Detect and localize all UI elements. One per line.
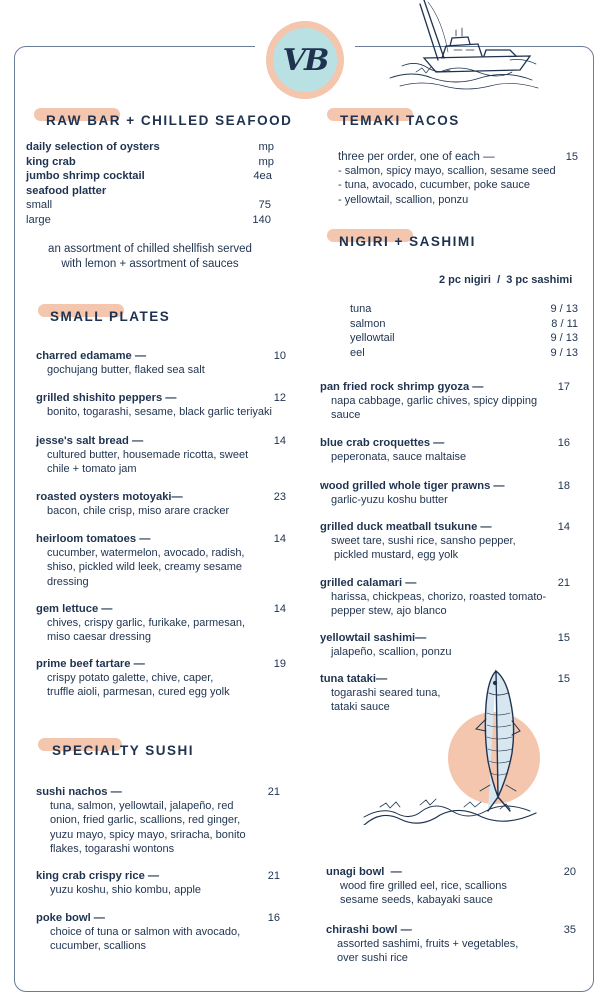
item-desc: chives, crispy garlic, furikake, parmesan, — [47, 617, 246, 630]
item-desc: chile + tomato jam — [47, 463, 137, 476]
temaki-option: - salmon, spicy mayo, scallion, sesame seed — [338, 165, 556, 178]
item-price: 16 — [267, 912, 280, 924]
item-price: 21 — [267, 870, 280, 882]
section-title: SMALL PLATES — [50, 309, 171, 324]
item-size: small — [26, 199, 53, 211]
item-desc: togarashi seared tuna, — [331, 687, 441, 700]
item-price: 19 — [273, 658, 286, 670]
logo — [266, 21, 344, 99]
menu-item — [36, 391, 286, 419]
menu-item — [350, 346, 578, 361]
item-desc: cucumber, scallions — [50, 940, 146, 953]
item-desc: garlic-yuzu koshu butter — [331, 494, 448, 507]
item-name: jumbo shrimp cocktail — [26, 170, 145, 182]
item-price: 8 / 11 — [551, 317, 578, 330]
item-price: 21 — [557, 577, 570, 589]
menu-item — [326, 923, 576, 966]
menu-item — [320, 520, 570, 563]
menu-item — [36, 349, 286, 377]
item-name: unagi bowl — — [326, 866, 402, 878]
item-desc: miso caesar dressing — [47, 631, 151, 644]
menu-item — [36, 785, 280, 856]
item-price: 9 / 13 — [550, 346, 578, 359]
item-price: 23 — [273, 491, 286, 503]
menu-item — [36, 869, 280, 897]
raw-bar-note — [26, 242, 274, 272]
item-desc: tuna, salmon, yellowtail, jalapeño, red — [50, 800, 234, 813]
item-price: 75 — [258, 199, 271, 211]
item-name: pan fried rock shrimp gyoza — — [320, 381, 484, 393]
item-price: 16 — [557, 437, 570, 449]
item-price: 17 — [557, 381, 570, 393]
menu-item — [320, 479, 570, 507]
temaki-option: - tuna, avocado, cucumber, poke sauce — [338, 179, 531, 192]
item-price: mp — [258, 141, 274, 153]
menu-item — [26, 140, 274, 155]
menu-item — [350, 317, 578, 332]
menu-item — [26, 198, 274, 213]
item-name: charred edamame — — [36, 350, 147, 362]
nigiri-list — [350, 302, 578, 360]
item-desc: yuzu mayo, spicy mayo, sriracha, bonito — [50, 828, 246, 841]
item-price: 14 — [273, 435, 286, 447]
item-name: prime beef tartare — — [36, 658, 145, 670]
item-desc: bonito, togarashi, sesame, black garlic teriyaki — [47, 406, 272, 419]
item-name: king crab — [26, 155, 76, 168]
menu-item — [36, 434, 286, 477]
item-desc: pickled mustard, egg yolk — [331, 549, 459, 562]
item-desc: cucumber, watermelon, avocado, radish, — [47, 547, 245, 560]
item-price: 14 — [273, 533, 286, 545]
item-name: gem lettuce — — [36, 603, 113, 615]
item-price: 15 — [557, 673, 570, 685]
item-name: daily selection of oysters — [26, 141, 160, 153]
item-name: grilled duck meatball tsukune — — [320, 521, 492, 533]
item-price: 10 — [273, 350, 286, 362]
menu-item — [36, 490, 286, 518]
item-desc: harissa, chickpeas, chorizo, roasted tomato- — [331, 591, 547, 604]
menu-item — [350, 302, 578, 317]
item-name: grilled shishito peppers — — [36, 392, 177, 404]
item-name: wood grilled whole tiger prawns — — [320, 480, 505, 492]
note-line: an assortment of chilled shellfish served — [48, 243, 252, 255]
item-desc: gochujang butter, flaked sea salt — [47, 364, 205, 377]
menu-item — [320, 380, 570, 423]
menu-item — [26, 213, 274, 228]
item-name: yellowtail sashimi— — [320, 632, 427, 644]
temaki-option: - yellowtail, scallion, ponzu — [338, 193, 469, 206]
item-name: eel — [350, 346, 365, 359]
menu-item — [350, 331, 578, 346]
section-title: TEMAKI TACOS — [340, 113, 460, 128]
item-price: 15 — [557, 632, 570, 644]
menu-item — [320, 672, 570, 715]
item-desc: bacon, chile crisp, miso arare cracker — [47, 505, 230, 518]
item-name: yellowtail — [350, 332, 395, 345]
menu-item — [26, 184, 274, 199]
raw-bar-list — [26, 140, 274, 272]
menu-item — [36, 911, 280, 954]
item-price: 14 — [557, 521, 570, 533]
menu-item — [36, 657, 286, 700]
item-name: sushi nachos — — [36, 786, 122, 798]
item-desc: wood fire grilled eel, rice, scallions — [340, 880, 507, 893]
item-size: large — [26, 213, 51, 226]
temaki-item — [338, 150, 578, 207]
item-name: heirloom tomatoes — — [36, 533, 151, 545]
item-name: blue crab croquettes — — [320, 437, 445, 449]
item-desc: choice of tuna or salmon with avocado, — [50, 926, 241, 939]
menu-item — [326, 865, 576, 908]
note-line: with lemon + assortment of sauces — [61, 258, 239, 270]
item-desc: cultured butter, housemade ricotta, sweet — [47, 449, 249, 462]
item-price: 21 — [267, 786, 280, 798]
item-price: 12 — [273, 392, 286, 404]
section-title: RAW BAR + CHILLED SEAFOOD — [46, 113, 293, 128]
item-desc: sauce — [331, 409, 361, 422]
item-price: 35 — [563, 924, 576, 936]
item-name: grilled calamari — — [320, 577, 417, 589]
item-price: mp — [258, 155, 274, 168]
menu-item — [26, 169, 274, 184]
menu-item — [36, 532, 286, 589]
item-price: 20 — [563, 866, 576, 878]
section-title: NIGIRI + SASHIMI — [339, 234, 476, 249]
logo-monogram: VB — [273, 28, 337, 92]
item-name: jesse's salt bread — — [36, 435, 144, 447]
item-name: roasted oysters motoyaki— — [36, 491, 183, 503]
item-desc: napa cabbage, garlic chives, spicy dipping — [331, 395, 538, 408]
temaki-intro: three per order, one of each — — [338, 151, 495, 163]
menu-item — [36, 602, 286, 645]
item-price: 9 / 13 — [550, 303, 578, 315]
fishing-boat-illustration — [382, 0, 544, 96]
item-desc: sweet tare, sushi rice, sansho pepper, — [331, 535, 516, 548]
item-name: chirashi bowl — — [326, 924, 412, 936]
item-desc: yuzu koshu, shio kombu, apple — [50, 884, 202, 897]
item-price: 14 — [273, 603, 286, 615]
item-name: tuna — [350, 303, 372, 315]
item-desc: assorted sashimi, fruits + vegetables, — [337, 938, 519, 951]
item-price: 140 — [252, 213, 271, 226]
item-desc: shiso, pickled wild leek, creamy sesame — [47, 561, 243, 574]
item-name: king crab crispy rice — — [36, 870, 160, 882]
item-desc: flakes, togarashi wontons — [50, 842, 175, 855]
item-desc: crispy potato galette, chive, caper, — [47, 672, 214, 685]
menu-item — [320, 576, 570, 619]
section-title: SPECIALTY SUSHI — [52, 743, 195, 758]
item-desc: dressing — [47, 575, 89, 588]
item-desc: truffle aioli, parmesan, cured egg yolk — [47, 686, 230, 699]
item-name: salmon — [350, 317, 386, 330]
item-price: 15 — [565, 151, 578, 163]
item-name: poke bowl — — [36, 912, 105, 924]
menu-item — [26, 155, 274, 170]
menu-item — [320, 436, 570, 464]
nigiri-subtitle: 2 pc nigiri / 3 pc sashimi — [439, 274, 573, 286]
item-desc: onion, fried garlic, scallions, red ginger, — [50, 814, 241, 827]
item-price: 18 — [557, 480, 570, 492]
item-name: seafood platter — [26, 184, 107, 197]
item-desc: peperonata, sauce maltaise — [331, 451, 467, 464]
menu-item — [320, 631, 570, 659]
item-desc: jalapeño, scallion, ponzu — [331, 646, 452, 659]
item-desc: sesame seeds, kabayaki sauce — [340, 894, 493, 907]
item-desc: over sushi rice — [337, 952, 408, 965]
item-name: tuna tataki— — [320, 673, 388, 685]
item-desc: pepper stew, ajo blanco — [331, 605, 447, 618]
item-desc: tataki sauce — [331, 701, 390, 714]
item-price: 4ea — [253, 170, 272, 182]
item-price: 9 / 13 — [550, 332, 578, 345]
